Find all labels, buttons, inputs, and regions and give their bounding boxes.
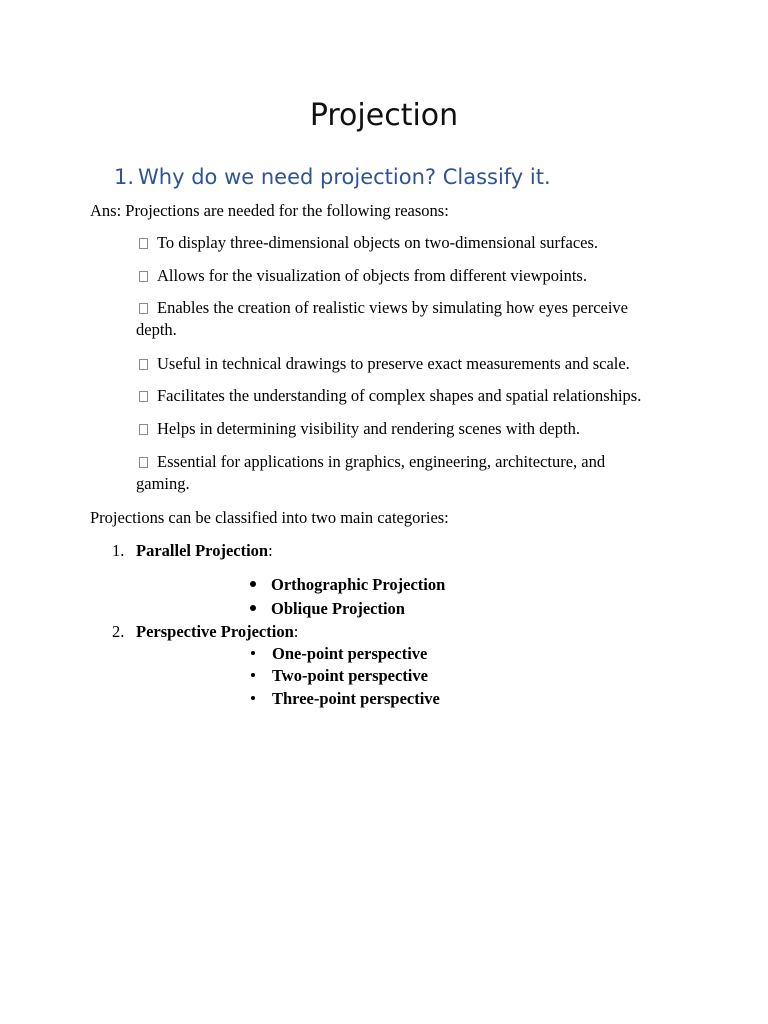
checkbox-glyph-icon [139,391,148,402]
checkbox-glyph-icon [139,424,148,435]
type-text: Orthographic Projection [271,575,446,594]
reason-text: Facilitates the understanding of complex shapes and spatial relationships. [157,386,642,405]
reason-text: Enables the creation of realistic views by simulating how eyes perceive [157,298,629,317]
reason-item [136,297,696,341]
bullet-icon [250,581,256,587]
bullet-icon [251,696,255,700]
type-text: Three-point perspective [272,689,440,708]
reason-text: To display three-dimensional objects on two-dimensional surfaces. [157,233,599,252]
type-item [250,574,445,596]
reason-item [136,385,696,407]
category-number: 1. [112,541,125,560]
checkbox-glyph-icon [139,457,148,468]
type-text: One-point perspective [272,644,428,663]
checkbox-glyph-icon [139,359,148,370]
reason-item [136,232,696,254]
category-number: 2. [112,622,125,641]
category-name: Parallel Projection [136,541,269,560]
reason-item [136,451,696,495]
category-item-perspective [112,621,298,643]
bullet-icon [251,673,255,677]
question-number: 1. [114,165,135,189]
category-name: Perspective Projection [136,622,294,641]
type-item [250,688,440,710]
reason-item [136,353,696,375]
reason-item [136,265,696,287]
type-text: Oblique Projection [271,599,405,618]
type-item [250,643,427,665]
answer-intro: Ans: Projections are needed for the following reasons: [90,201,449,220]
bullet-icon [251,651,255,655]
question-text: Why do we need projection? Classify it. [138,165,551,189]
bullet-icon [250,605,256,611]
reason-text: Useful in technical drawings to preserve exact measurements and scale. [157,354,630,373]
category-suffix: : [268,541,273,560]
reason-text-continued: gaming. [136,474,190,493]
type-item [250,665,428,687]
category-suffix: : [293,622,299,641]
reason-item [136,418,696,440]
reason-text: Allows for the visualization of objects from different viewpoints. [157,266,587,285]
classification-intro: Projections can be classified into two main categories: [90,508,449,527]
reason-text: Helps in determining visibility and rendering scenes with depth. [157,419,580,438]
reason-text-continued: depth. [136,320,177,339]
reason-text: Essential for applications in graphics, engineering, architecture, and [157,452,606,471]
type-item [250,598,405,620]
checkbox-glyph-icon [139,303,148,314]
document-title: Projection [309,98,459,133]
checkbox-glyph-icon [139,271,148,282]
checkbox-glyph-icon [139,238,148,249]
category-item-parallel [112,540,273,562]
type-text: Two-point perspective [272,666,428,685]
question-heading [114,162,754,192]
